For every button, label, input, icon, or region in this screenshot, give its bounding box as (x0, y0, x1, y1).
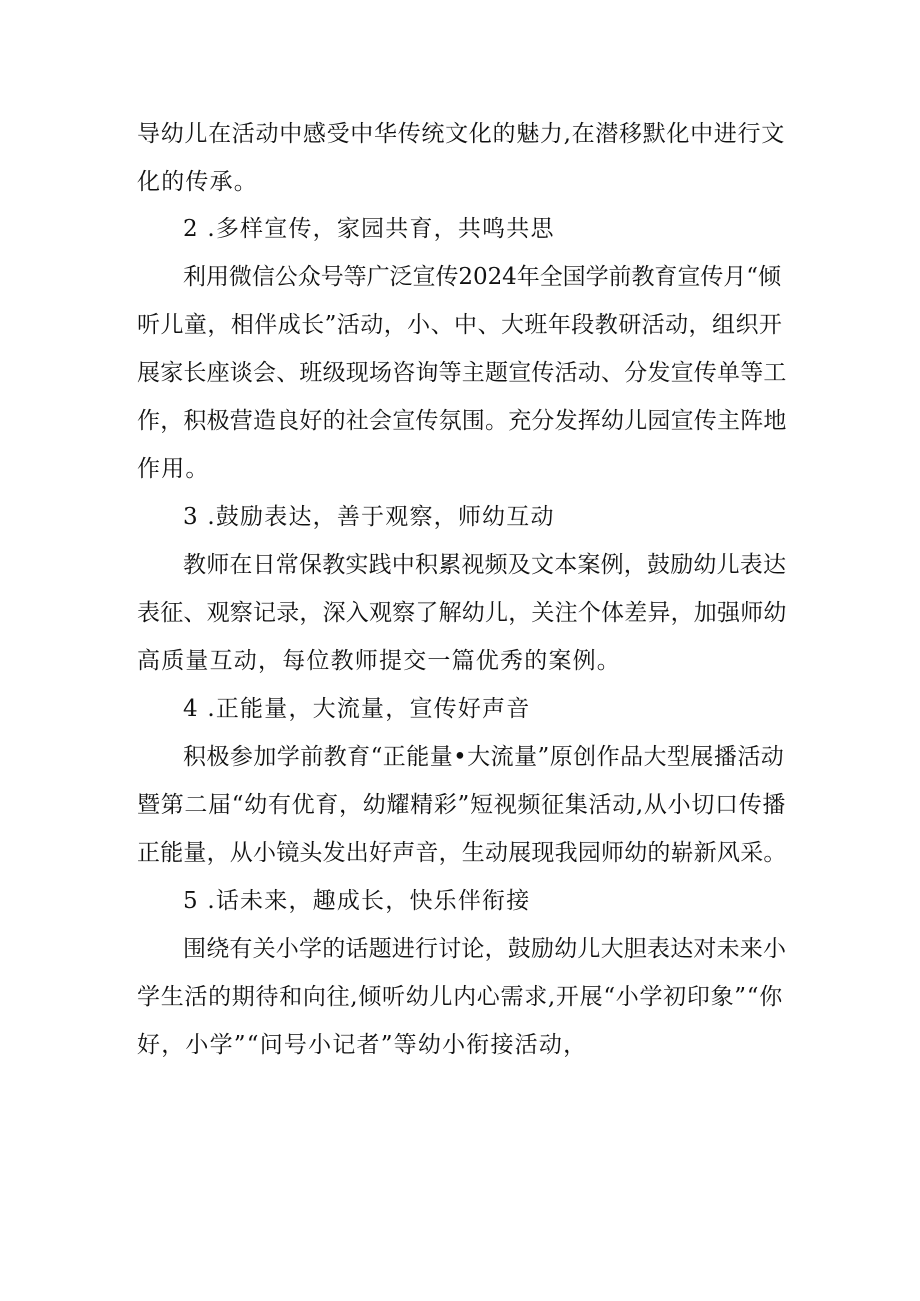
text-line: 学生活的期待和向往,倾听幼儿内心需求,开展“小学初印象”“你 (137, 984, 783, 1010)
section-heading: 5 .话未来，趣成长，快乐伴衔接 (183, 888, 531, 914)
paragraph-first-line: 围绕有关小学的话题进行讨论，鼓励幼儿大胆表达对未来小 (183, 936, 787, 962)
text-line: 正能量，从小镜头发出好声音，生动展现我园师幼的崭新风采。 (137, 840, 787, 866)
section-heading: 4 .正能量，大流量，宣传好声音 (183, 696, 531, 722)
text-line: 表征、观察记录，深入观察了解幼儿，关注个体差异，加强师幼 (137, 600, 787, 626)
text-line: 化的传承。 (137, 169, 258, 195)
section-heading: 3 .鼓励表达，善于观察，师幼互动 (183, 504, 555, 530)
text-line: 好，小学”“问号小记者”等幼小衔接活动， (137, 1032, 588, 1058)
text-line: 展家长座谈会、班级现场咨询等主题宣传活动、分发宣传单等工 (137, 360, 787, 386)
paragraph-first-line: 利用微信公众号等广泛宣传2024年全国学前教育宣传月“倾 (183, 264, 781, 290)
section-heading: 2 .多样宣传，家园共育，共鸣共思 (183, 216, 555, 242)
text-line: 导幼儿在活动中感受中华传统文化的魅力,在潜移默化中进行文 (137, 121, 785, 147)
paragraph-first-line: 积极参加学前教育“正能量•大流量”原创作品大型展播活动 (183, 744, 785, 770)
text-line: 作，积极营造良好的社会宣传氛围。充分发挥幼儿园宣传主阵地 (137, 408, 787, 434)
text-line: 作用。 (137, 456, 210, 482)
text-line: 暨第二届“幼有优育，幼耀精彩”短视频征集活动,从小切口传播 (137, 792, 787, 818)
paragraph-first-line: 教师在日常保教实践中积累视频及文本案例，鼓励幼儿表达 (183, 552, 787, 578)
text-line: 听儿童，相伴成长”活动，小、中、大班年段教研活动，组织开 (137, 312, 783, 338)
text-line: 高质量互动，每位教师提交一篇优秀的案例。 (137, 648, 621, 674)
